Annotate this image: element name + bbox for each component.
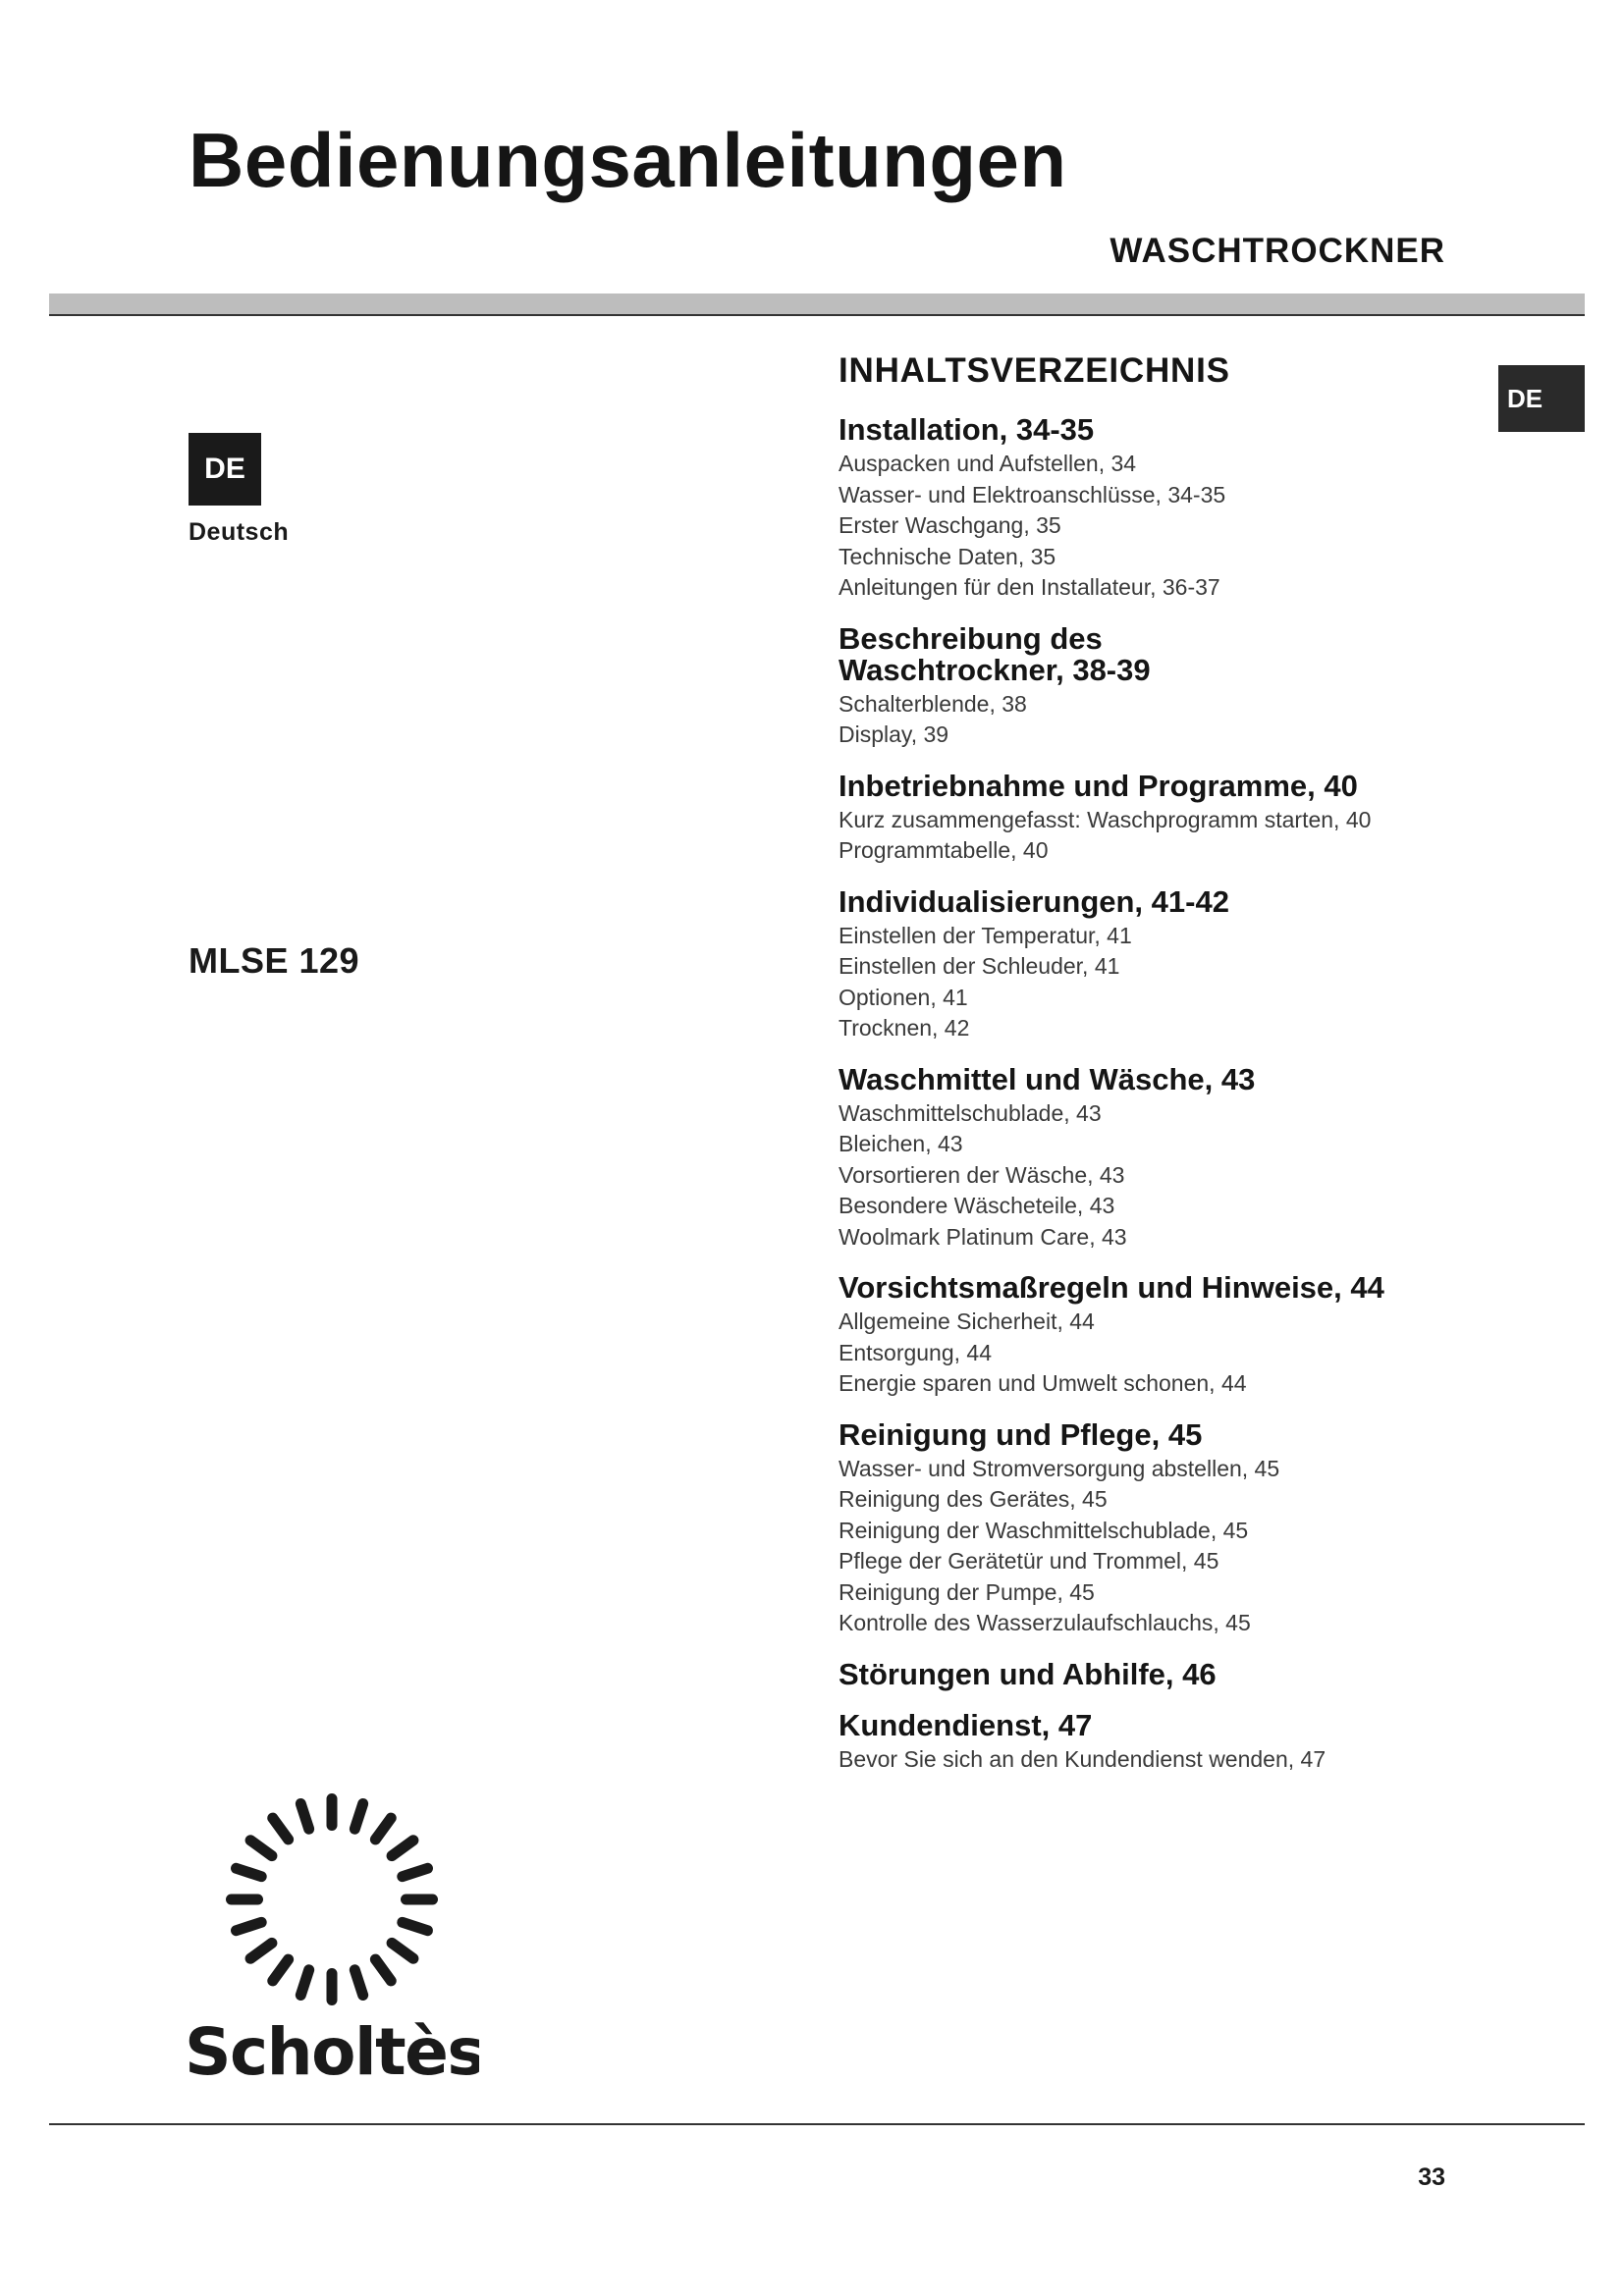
toc-item: Vorsortieren der Wäsche, 43: [839, 1161, 1125, 1188]
sun-ray: [243, 1936, 279, 1966]
toc-section-title: Reinigung und Pflege, 45: [839, 1416, 1203, 1452]
sun-logo-icon: [185, 1775, 479, 2089]
toc-item: Woolmark Platinum Care, 43: [839, 1223, 1127, 1250]
toc-item: Programmtabelle, 40: [839, 837, 1049, 863]
toc-item: Kontrolle des Wasserzulaufschlauchs, 45: [839, 1610, 1251, 1635]
toc-item: Waschmittelschublade, 43: [839, 1099, 1102, 1126]
sun-ray: [348, 1797, 369, 1837]
toc-item-list: [839, 1454, 1467, 1639]
toc-section-title: Waschmittel und Wäsche, 43: [839, 1061, 1256, 1096]
sun-ray: [265, 1810, 296, 1846]
sun-ray: [230, 1915, 269, 1937]
toc-item-list: [839, 1098, 1467, 1254]
toc-item: Bevor Sie sich an den Kundendienst wenden, 47: [839, 1745, 1326, 1772]
toc-item: Reinigung der Pumpe, 45: [839, 1578, 1095, 1605]
header-divider: [49, 294, 1585, 316]
toc-section: [839, 414, 1467, 604]
toc-section-title: Vorsichtsmaßregeln und Hinweise, 44: [839, 1270, 1384, 1305]
toc-section-title: Installation, 34-35: [839, 412, 1095, 447]
sun-ray: [294, 1797, 315, 1837]
page-number: 33: [1418, 2163, 1445, 2191]
toc-item: Entsorgung, 44: [839, 1339, 993, 1365]
toc-item: Allgemeine Sicherheit, 44: [839, 1308, 1095, 1334]
model-number: MLSE 129: [189, 940, 360, 981]
toc-item-list: [839, 449, 1467, 604]
sun-ray: [294, 1963, 315, 2002]
toc-item: Reinigung des Gerätes, 45: [839, 1486, 1108, 1512]
toc-section: [839, 1707, 1467, 1776]
toc-item-list: [839, 1744, 1467, 1776]
toc-section: [839, 1656, 1467, 1691]
sun-ray: [327, 1968, 338, 2005]
footer-divider: [49, 2123, 1585, 2125]
sun-ray: [243, 1833, 279, 1863]
toc-section: [839, 1272, 1467, 1400]
toc-item: Besondere Wäscheteile, 43: [839, 1193, 1115, 1218]
table-of-contents: [839, 414, 1467, 1794]
toc-item: Technische Daten, 35: [839, 543, 1056, 569]
toc-item: Auspacken und Aufstellen, 34: [839, 451, 1137, 476]
language-badge: DE: [189, 433, 261, 506]
toc-item: Schalterblende, 38: [839, 690, 1027, 717]
toc-item: Wasser- und Elektroanschlüsse, 34-35: [839, 481, 1226, 507]
language-name: Deutsch: [189, 518, 290, 546]
toc-section-title: Inbetriebnahme und Programme, 40: [839, 768, 1358, 803]
sun-ray: [226, 1895, 263, 1905]
toc-section-title: Kundendienst, 47: [839, 1707, 1093, 1742]
toc-item-list: [839, 689, 1467, 751]
sun-ray: [327, 1793, 338, 1831]
toc-section: [839, 1061, 1467, 1254]
language-side-tab: DE: [1498, 365, 1585, 432]
toc-section: [839, 883, 1467, 1044]
toc-section-title: Störungen und Abhilfe, 46: [839, 1656, 1217, 1691]
sun-ray: [384, 1833, 420, 1863]
toc-item: Pflege der Gerätetür und Trommel, 45: [839, 1548, 1219, 1574]
product-type: WASCHTROCKNER: [1110, 232, 1445, 270]
brand-name: Scholtès: [185, 2014, 479, 2089]
toc-item: Optionen, 41: [839, 984, 968, 1010]
toc-item: Energie sparen und Umwelt schonen, 44: [839, 1370, 1247, 1396]
toc-item: Einstellen der Schleuder, 41: [839, 953, 1120, 979]
toc-item: Einstellen der Temperatur, 41: [839, 922, 1132, 948]
toc-section: [839, 1416, 1467, 1639]
sun-ray: [396, 1915, 435, 1937]
toc-item: Bleichen, 43: [839, 1131, 963, 1156]
toc-heading: INHALTSVERZEICHNIS: [839, 351, 1230, 390]
sun-ray: [230, 1861, 269, 1883]
toc-item-list: [839, 1307, 1467, 1400]
toc-item-list: [839, 805, 1467, 867]
toc-item: Erster Waschgang, 35: [839, 512, 1061, 538]
toc-item-list: [839, 921, 1467, 1044]
sun-ray: [348, 1963, 369, 2002]
sun-ray: [368, 1810, 399, 1846]
toc-section: [839, 768, 1467, 867]
toc-item: Anleitungen für den Installateur, 36-37: [839, 574, 1220, 600]
page-title: Bedienungsanleitungen: [189, 117, 1067, 203]
toc-section-title: Beschreibung des Waschtrockner, 38-39: [839, 620, 1151, 687]
toc-item: Kurz zusammengefasst: Waschprogramm starten, 40: [839, 806, 1372, 832]
toc-section-title: Individualisierungen, 41-42: [839, 883, 1229, 919]
toc-item: Wasser- und Stromversorgung abstellen, 45: [839, 1455, 1280, 1481]
toc-item: Display, 39: [839, 721, 949, 747]
brand-logo: [185, 1775, 479, 2089]
sun-ray: [396, 1861, 435, 1883]
sun-ray: [384, 1936, 420, 1966]
toc-item: Reinigung der Waschmittelschublade, 45: [839, 1517, 1249, 1543]
toc-item: Trocknen, 42: [839, 1015, 970, 1041]
sun-ray: [265, 1951, 296, 1988]
toc-section: [839, 620, 1467, 751]
sun-ray: [368, 1951, 399, 1988]
sun-ray: [401, 1895, 438, 1905]
